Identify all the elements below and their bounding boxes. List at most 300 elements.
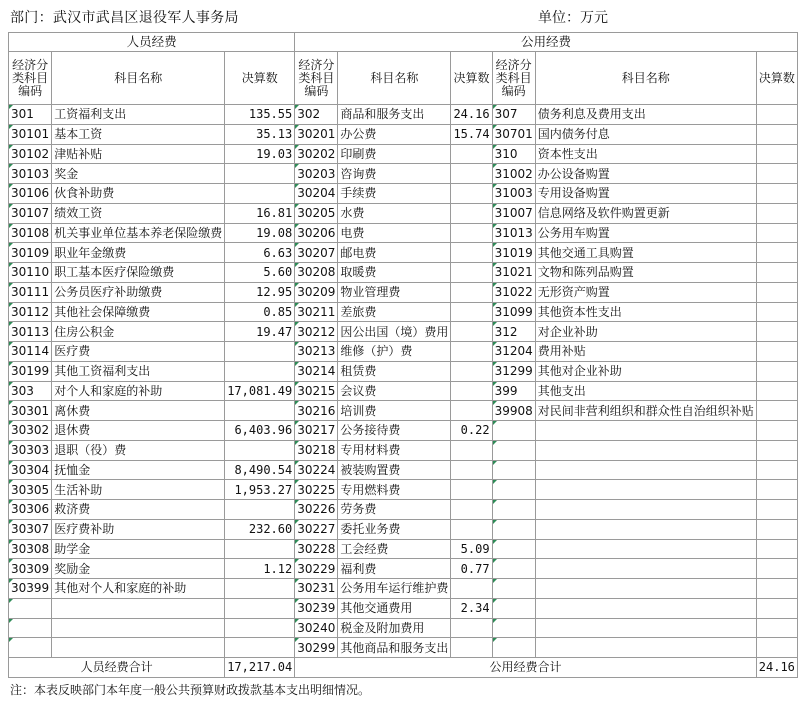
item-amount: 232.60 bbox=[225, 519, 295, 539]
item-code: 30306 bbox=[9, 500, 52, 520]
amount-column-header: 决算数 bbox=[225, 52, 295, 105]
item-code: 30218 bbox=[295, 440, 338, 460]
public-total-label: 公用经费合计 bbox=[295, 658, 757, 678]
item-code: 30226 bbox=[295, 500, 338, 520]
item-code: 30204 bbox=[295, 184, 338, 204]
item-amount bbox=[756, 243, 797, 263]
item-code: 30303 bbox=[9, 440, 52, 460]
item-code bbox=[9, 638, 52, 658]
item-name: 其他社会保障缴费 bbox=[52, 302, 225, 322]
item-amount bbox=[451, 460, 492, 480]
item-amount: 19.03 bbox=[225, 144, 295, 164]
item-name: 工资福利支出 bbox=[52, 105, 225, 125]
item-name bbox=[535, 440, 756, 460]
item-code: 30299 bbox=[295, 638, 338, 658]
item-code: 30207 bbox=[295, 243, 338, 263]
item-code: 30103 bbox=[9, 164, 52, 184]
item-amount bbox=[451, 579, 492, 599]
item-code: 30231 bbox=[295, 579, 338, 599]
item-code: 30199 bbox=[9, 361, 52, 381]
item-amount bbox=[225, 361, 295, 381]
item-amount bbox=[756, 322, 797, 342]
amount-column-header: 决算数 bbox=[756, 52, 797, 105]
item-name: 对个人和家庭的补助 bbox=[52, 381, 225, 401]
item-amount: 1.12 bbox=[225, 559, 295, 579]
item-amount bbox=[225, 164, 295, 184]
item-code: 31204 bbox=[492, 342, 535, 362]
item-amount bbox=[756, 184, 797, 204]
item-name: 公务接待费 bbox=[338, 421, 451, 441]
item-code: 30209 bbox=[295, 282, 338, 302]
item-code bbox=[492, 519, 535, 539]
item-name bbox=[535, 500, 756, 520]
item-code: 30701 bbox=[492, 124, 535, 144]
item-name: 其他工资福利支出 bbox=[52, 361, 225, 381]
item-code: 30112 bbox=[9, 302, 52, 322]
item-name: 对民间非营利组织和群众性自治组织补贴 bbox=[535, 401, 756, 421]
item-name: 奖励金 bbox=[52, 559, 225, 579]
table-row bbox=[9, 598, 798, 618]
item-code: 31099 bbox=[492, 302, 535, 322]
item-name: 租赁费 bbox=[338, 361, 451, 381]
item-name bbox=[535, 618, 756, 638]
item-code: 30228 bbox=[295, 539, 338, 559]
item-name bbox=[535, 519, 756, 539]
item-code: 30217 bbox=[295, 421, 338, 441]
item-amount: 0.85 bbox=[225, 302, 295, 322]
item-name: 委托业务费 bbox=[338, 519, 451, 539]
item-amount: 16.81 bbox=[225, 203, 295, 223]
item-amount: 8,490.54 bbox=[225, 460, 295, 480]
item-name: 因公出国（境）费用 bbox=[338, 322, 451, 342]
table-row bbox=[9, 381, 798, 401]
item-name: 专用材料费 bbox=[338, 440, 451, 460]
item-code: 30111 bbox=[9, 282, 52, 302]
item-code: 30308 bbox=[9, 539, 52, 559]
item-code: 31299 bbox=[492, 361, 535, 381]
item-code bbox=[492, 598, 535, 618]
item-code: 30211 bbox=[295, 302, 338, 322]
table-row bbox=[9, 460, 798, 480]
item-code bbox=[492, 539, 535, 559]
table-row bbox=[9, 440, 798, 460]
item-name: 绩效工资 bbox=[52, 203, 225, 223]
table-row bbox=[9, 243, 798, 263]
item-amount bbox=[451, 480, 492, 500]
personnel-total-label: 人员经费合计 bbox=[9, 658, 225, 678]
item-name bbox=[535, 638, 756, 658]
item-amount bbox=[451, 184, 492, 204]
name-column-header: 科目名称 bbox=[535, 52, 756, 105]
code-column-header: 经济分类科目编码 bbox=[295, 52, 338, 105]
item-name: 津贴补贴 bbox=[52, 144, 225, 164]
table-row bbox=[9, 559, 798, 579]
table-row bbox=[9, 203, 798, 223]
item-amount bbox=[756, 519, 797, 539]
item-amount bbox=[451, 282, 492, 302]
item-name: 其他交通工具购置 bbox=[535, 243, 756, 263]
item-code: 30304 bbox=[9, 460, 52, 480]
item-code: 310 bbox=[492, 144, 535, 164]
table-row bbox=[9, 322, 798, 342]
item-code: 31021 bbox=[492, 263, 535, 283]
item-name: 办公费 bbox=[338, 124, 451, 144]
item-name: 工会经费 bbox=[338, 539, 451, 559]
item-name: 其他对企业补助 bbox=[535, 361, 756, 381]
expenditure-table bbox=[8, 32, 798, 678]
item-code: 30206 bbox=[295, 223, 338, 243]
item-name: 取暖费 bbox=[338, 263, 451, 283]
item-code: 301 bbox=[9, 105, 52, 125]
item-name: 伙食补助费 bbox=[52, 184, 225, 204]
table-row bbox=[9, 223, 798, 243]
table-row bbox=[9, 164, 798, 184]
table-row bbox=[9, 144, 798, 164]
item-amount bbox=[756, 421, 797, 441]
item-amount bbox=[225, 638, 295, 658]
item-code: 30102 bbox=[9, 144, 52, 164]
unit-label: 单位：万元 bbox=[538, 10, 608, 26]
item-amount bbox=[756, 381, 797, 401]
public-section-title: 公用经费 bbox=[295, 33, 798, 52]
item-amount bbox=[451, 361, 492, 381]
item-amount bbox=[451, 401, 492, 421]
item-name: 其他商品和服务支出 bbox=[338, 638, 451, 658]
item-code: 31022 bbox=[492, 282, 535, 302]
item-amount: 1,953.27 bbox=[225, 480, 295, 500]
item-name: 邮电费 bbox=[338, 243, 451, 263]
item-name: 专用燃料费 bbox=[338, 480, 451, 500]
item-code: 30101 bbox=[9, 124, 52, 144]
item-name: 劳务费 bbox=[338, 500, 451, 520]
item-amount bbox=[756, 440, 797, 460]
item-name bbox=[535, 539, 756, 559]
table-row bbox=[9, 519, 798, 539]
item-name: 水费 bbox=[338, 203, 451, 223]
item-name: 生活补助 bbox=[52, 480, 225, 500]
item-code: 30225 bbox=[295, 480, 338, 500]
item-amount bbox=[756, 618, 797, 638]
item-name bbox=[535, 480, 756, 500]
item-amount bbox=[451, 440, 492, 460]
public-total-value: 24.16 bbox=[756, 658, 797, 678]
item-code: 30302 bbox=[9, 421, 52, 441]
item-name: 信息网络及软件购置更新 bbox=[535, 203, 756, 223]
table-row bbox=[9, 302, 798, 322]
item-amount bbox=[756, 105, 797, 125]
item-code: 312 bbox=[492, 322, 535, 342]
item-code: 30305 bbox=[9, 480, 52, 500]
item-code: 30309 bbox=[9, 559, 52, 579]
item-code: 30201 bbox=[295, 124, 338, 144]
item-name bbox=[52, 618, 225, 638]
item-name: 救济费 bbox=[52, 500, 225, 520]
item-code: 31019 bbox=[492, 243, 535, 263]
name-column-header: 科目名称 bbox=[338, 52, 451, 105]
item-amount bbox=[225, 342, 295, 362]
item-amount bbox=[225, 618, 295, 638]
item-code: 30240 bbox=[295, 618, 338, 638]
code-column-header: 经济分类科目编码 bbox=[492, 52, 535, 105]
table-row bbox=[9, 124, 798, 144]
item-amount bbox=[451, 618, 492, 638]
item-code: 30307 bbox=[9, 519, 52, 539]
item-name: 医疗费 bbox=[52, 342, 225, 362]
item-name: 奖金 bbox=[52, 164, 225, 184]
item-name bbox=[535, 460, 756, 480]
table-row bbox=[9, 579, 798, 599]
item-code: 30203 bbox=[295, 164, 338, 184]
item-code: 30229 bbox=[295, 559, 338, 579]
totals-row bbox=[9, 658, 798, 678]
item-name: 抚恤金 bbox=[52, 460, 225, 480]
item-name: 办公设备购置 bbox=[535, 164, 756, 184]
item-code: 30212 bbox=[295, 322, 338, 342]
item-code: 30109 bbox=[9, 243, 52, 263]
report-header bbox=[0, 0, 667, 32]
item-name: 资本性支出 bbox=[535, 144, 756, 164]
item-code: 30205 bbox=[295, 203, 338, 223]
table-row bbox=[9, 105, 798, 125]
personnel-section-title: 人员经费 bbox=[9, 33, 295, 52]
table-row bbox=[9, 342, 798, 362]
item-name: 手续费 bbox=[338, 184, 451, 204]
item-amount bbox=[451, 322, 492, 342]
item-amount bbox=[451, 223, 492, 243]
item-amount bbox=[756, 263, 797, 283]
item-name: 公务用车运行维护费 bbox=[338, 579, 451, 599]
item-amount bbox=[756, 638, 797, 658]
item-amount: 6,403.96 bbox=[225, 421, 295, 441]
item-code bbox=[492, 460, 535, 480]
item-name: 物业管理费 bbox=[338, 282, 451, 302]
item-code: 30202 bbox=[295, 144, 338, 164]
item-code: 30227 bbox=[295, 519, 338, 539]
item-name: 差旅费 bbox=[338, 302, 451, 322]
item-name: 离休费 bbox=[52, 401, 225, 421]
item-name: 维修（护）费 bbox=[338, 342, 451, 362]
item-amount: 19.08 bbox=[225, 223, 295, 243]
name-column-header: 科目名称 bbox=[52, 52, 225, 105]
item-amount bbox=[756, 164, 797, 184]
item-name: 税金及附加费用 bbox=[338, 618, 451, 638]
table-row bbox=[9, 480, 798, 500]
item-amount bbox=[451, 381, 492, 401]
item-code: 30215 bbox=[295, 381, 338, 401]
item-name: 住房公积金 bbox=[52, 322, 225, 342]
item-code bbox=[492, 500, 535, 520]
item-code: 30113 bbox=[9, 322, 52, 342]
section-header-row bbox=[9, 33, 798, 52]
table-row bbox=[9, 618, 798, 638]
column-header-row bbox=[9, 52, 798, 105]
item-name: 其他支出 bbox=[535, 381, 756, 401]
item-name: 被装购置费 bbox=[338, 460, 451, 480]
item-amount bbox=[225, 500, 295, 520]
item-amount bbox=[756, 460, 797, 480]
item-amount bbox=[756, 480, 797, 500]
item-name: 印刷费 bbox=[338, 144, 451, 164]
item-name: 其他资本性支出 bbox=[535, 302, 756, 322]
item-code: 30213 bbox=[295, 342, 338, 362]
item-name: 公务用车购置 bbox=[535, 223, 756, 243]
item-code: 30399 bbox=[9, 579, 52, 599]
item-name: 国内债务付息 bbox=[535, 124, 756, 144]
item-name: 助学金 bbox=[52, 539, 225, 559]
item-name bbox=[52, 598, 225, 618]
item-amount bbox=[451, 342, 492, 362]
item-amount bbox=[451, 203, 492, 223]
item-amount bbox=[756, 579, 797, 599]
item-name: 对企业补助 bbox=[535, 322, 756, 342]
item-amount bbox=[756, 144, 797, 164]
item-code bbox=[492, 618, 535, 638]
item-amount bbox=[756, 361, 797, 381]
item-amount: 15.74 bbox=[451, 124, 492, 144]
item-amount bbox=[225, 184, 295, 204]
item-amount bbox=[756, 223, 797, 243]
item-amount bbox=[756, 401, 797, 421]
item-code: 307 bbox=[492, 105, 535, 125]
item-name bbox=[535, 598, 756, 618]
amount-column-header: 决算数 bbox=[451, 52, 492, 105]
item-amount bbox=[451, 519, 492, 539]
item-name: 退休费 bbox=[52, 421, 225, 441]
item-code: 30114 bbox=[9, 342, 52, 362]
item-code bbox=[9, 598, 52, 618]
item-amount: 135.55 bbox=[225, 105, 295, 125]
footnote: 注：本表反映部门本年度一般公共预算财政拨款基本支出明细情况。 bbox=[10, 683, 371, 697]
item-name: 退职（役）费 bbox=[52, 440, 225, 460]
item-amount: 19.47 bbox=[225, 322, 295, 342]
item-amount bbox=[451, 500, 492, 520]
table-row bbox=[9, 401, 798, 421]
item-name: 其他交通费用 bbox=[338, 598, 451, 618]
item-amount bbox=[756, 559, 797, 579]
item-name: 文物和陈列品购置 bbox=[535, 263, 756, 283]
item-name: 无形资产购置 bbox=[535, 282, 756, 302]
table-row bbox=[9, 184, 798, 204]
item-amount bbox=[225, 440, 295, 460]
item-code bbox=[492, 480, 535, 500]
item-code: 31013 bbox=[492, 223, 535, 243]
item-name: 职业年金缴费 bbox=[52, 243, 225, 263]
item-amount bbox=[225, 598, 295, 618]
item-code bbox=[492, 440, 535, 460]
item-code bbox=[9, 618, 52, 638]
item-amount bbox=[451, 243, 492, 263]
item-code bbox=[492, 421, 535, 441]
item-amount bbox=[756, 342, 797, 362]
item-name: 会议费 bbox=[338, 381, 451, 401]
item-amount bbox=[225, 539, 295, 559]
item-code: 303 bbox=[9, 381, 52, 401]
item-amount bbox=[756, 302, 797, 322]
item-amount: 0.77 bbox=[451, 559, 492, 579]
item-name: 基本工资 bbox=[52, 124, 225, 144]
item-name: 机关事业单位基本养老保险缴费 bbox=[52, 223, 225, 243]
code-column-header: 经济分类科目编码 bbox=[9, 52, 52, 105]
item-name: 福利费 bbox=[338, 559, 451, 579]
item-name bbox=[535, 421, 756, 441]
item-amount bbox=[756, 598, 797, 618]
item-code: 30110 bbox=[9, 263, 52, 283]
item-code bbox=[492, 559, 535, 579]
table-row bbox=[9, 539, 798, 559]
table-row bbox=[9, 361, 798, 381]
item-code bbox=[492, 638, 535, 658]
item-code: 30208 bbox=[295, 263, 338, 283]
item-code: 30216 bbox=[295, 401, 338, 421]
item-amount bbox=[451, 263, 492, 283]
item-code: 30214 bbox=[295, 361, 338, 381]
item-amount: 6.63 bbox=[225, 243, 295, 263]
table-row bbox=[9, 282, 798, 302]
item-code: 399 bbox=[492, 381, 535, 401]
item-code: 31002 bbox=[492, 164, 535, 184]
item-amount: 35.13 bbox=[225, 124, 295, 144]
item-amount bbox=[451, 144, 492, 164]
item-amount: 12.95 bbox=[225, 282, 295, 302]
item-name: 电费 bbox=[338, 223, 451, 243]
department-label: 部门：武汉市武昌区退役军人事务局 bbox=[10, 10, 239, 26]
item-amount: 0.22 bbox=[451, 421, 492, 441]
item-name bbox=[535, 579, 756, 599]
item-name: 职工基本医疗保险缴费 bbox=[52, 263, 225, 283]
item-name: 商品和服务支出 bbox=[338, 105, 451, 125]
item-code: 30224 bbox=[295, 460, 338, 480]
item-amount: 2.34 bbox=[451, 598, 492, 618]
item-name bbox=[535, 559, 756, 579]
item-name: 培训费 bbox=[338, 401, 451, 421]
table-row bbox=[9, 421, 798, 441]
item-amount bbox=[756, 124, 797, 144]
item-code: 30108 bbox=[9, 223, 52, 243]
item-code: 30107 bbox=[9, 203, 52, 223]
item-amount bbox=[756, 282, 797, 302]
item-name: 债务利息及费用支出 bbox=[535, 105, 756, 125]
item-code: 30239 bbox=[295, 598, 338, 618]
item-code: 39908 bbox=[492, 401, 535, 421]
table-row bbox=[9, 638, 798, 658]
item-amount bbox=[756, 539, 797, 559]
item-amount: 5.60 bbox=[225, 263, 295, 283]
item-amount: 17,081.49 bbox=[225, 381, 295, 401]
item-amount bbox=[756, 203, 797, 223]
personnel-total-value: 17,217.04 bbox=[225, 658, 295, 678]
item-name bbox=[52, 638, 225, 658]
item-amount bbox=[451, 164, 492, 184]
item-name: 专用设备购置 bbox=[535, 184, 756, 204]
item-code: 30301 bbox=[9, 401, 52, 421]
item-amount bbox=[756, 500, 797, 520]
table-row bbox=[9, 500, 798, 520]
item-code: 30106 bbox=[9, 184, 52, 204]
item-code: 31003 bbox=[492, 184, 535, 204]
item-code bbox=[492, 579, 535, 599]
item-name: 费用补贴 bbox=[535, 342, 756, 362]
item-name: 公务员医疗补助缴费 bbox=[52, 282, 225, 302]
item-name: 其他对个人和家庭的补助 bbox=[52, 579, 225, 599]
item-name: 医疗费补助 bbox=[52, 519, 225, 539]
item-amount bbox=[451, 302, 492, 322]
item-amount bbox=[225, 401, 295, 421]
table-row bbox=[9, 263, 798, 283]
item-amount: 24.16 bbox=[451, 105, 492, 125]
item-amount bbox=[225, 579, 295, 599]
item-amount bbox=[451, 638, 492, 658]
item-code: 302 bbox=[295, 105, 338, 125]
